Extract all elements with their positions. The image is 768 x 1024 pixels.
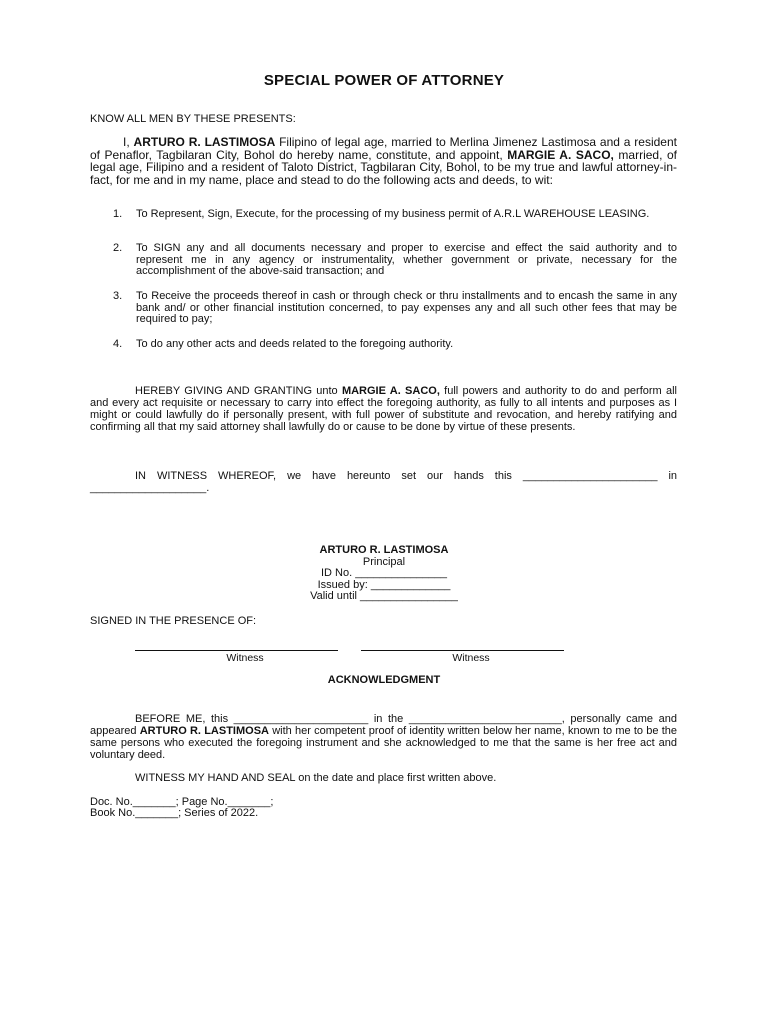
doc-number-line: Doc. No._______; Page No._______; [90,796,274,808]
granting-name: MARGIE A. SACO, [341,385,440,397]
intro-text-2: Filipino of legal age, married to Merlina Jimenez Lastimosa and a resident of Penaflor, Tagbilaran City, Bohol do hereby name, constitute, and appoint, [90,135,677,162]
item-text: To do any other acts and deeds related to the foregoing authority. [136,338,454,350]
witness-label: Witness [226,652,264,664]
item-number: 4. [113,338,123,350]
item-number: 2. [113,242,123,254]
ack-principal-name: ARTURO R. LASTIMOSA [139,725,269,737]
acknowledgment-title: ACKNOWLEDGMENT [327,674,441,686]
item-number: 1. [113,208,123,220]
acknowledgment-paragraph [90,713,677,761]
seal-paragraph [90,772,677,784]
witness-whereof-paragraph [90,470,677,482]
item-number: 3. [113,290,123,302]
intro-text-3: married, of legal age, Filipino and a resident of Taloto District, Tagbilaran City, Bohol, to be my true and lawful attorney-in-fact, for me and in my name, place and stead to do the following acts and deeds, to wit: [90,147,677,187]
signed-presence-label: SIGNED IN THE PRESENCE OF: [90,615,257,627]
document-title: SPECIAL POWER OF ATTORNEY [263,72,505,89]
witness-whereof-text: IN WITNESS WHEREOF, we have hereunto set our hands this ______________________ in [135,470,677,482]
intro-text-1: I, [123,135,134,149]
item-text: To SIGN any and all documents necessary and proper to exercise and effect the said authority and to represent me in any agency or instrumentality, whether government or private, necessary for the accomplishment of the above-said transaction; and [136,242,677,277]
witness-whereof-line2: ___________________. [90,482,210,494]
item-text: To Represent, Sign, Execute, for the processing of my business permit of A.R.L WAREHOUSE LEASING. [136,208,650,220]
item-text: To Receive the proceeds thereof in cash or through check or thru installments and to encash the same in any bank and/ or other financial institution concerned, to pay expenses any and all such other fees that may be required to pay; [136,290,677,325]
intro-paragraph [90,136,677,186]
witness-label: Witness [452,652,490,664]
list-item [113,339,677,351]
principal-valid-until: Valid until ________________ [310,590,458,602]
principal-issued-by: Issued by: _____________ [317,578,451,591]
list-item [113,209,677,221]
list-item [113,243,677,278]
attorney-name: MARGIE A. SACO, [507,147,614,162]
granting-text-2: full powers and authority to do and perform all and every act requisite or necessary to carry into effect the foregoing authority, as fully to all intents and purposes as I might or could lawfully do if personally present, with full power of substitute and revocation, and hereby ratifying and confirming all that my said attorney shall lawfully do or cause to be done by virtue of these presents. [90,385,677,433]
granting-text-1: HEREBY GIVING AND GRANTING unto [135,385,342,397]
book-number-line: Book No._______; Series of 2022. [90,807,259,819]
opening-line: KNOW ALL MEN BY THESE PRESENTS: [90,113,296,125]
seal-text: WITNESS MY HAND AND SEAL on the date and place first written above. [135,772,497,784]
principal-role: Principal [362,555,406,568]
ack-text-1: BEFORE ME, this ______________________ in the _________________________, personally came and appeared [90,713,677,737]
granting-paragraph [90,385,677,433]
ack-text-2: with her competent proof of identity written below her name, known to me to be the same persons who executed the foregoing instrument and she acknowledged to me that the same is her free act and voluntary deed. [90,725,678,761]
principal-id-no: ID No. _______________ [321,567,447,579]
principal-signature-block [0,545,768,603]
principal-name: ARTURO R. LASTIMOSA [133,135,276,149]
principal-signature-name: ARTURO R. LASTIMOSA [319,544,449,556]
list-item [113,291,677,326]
